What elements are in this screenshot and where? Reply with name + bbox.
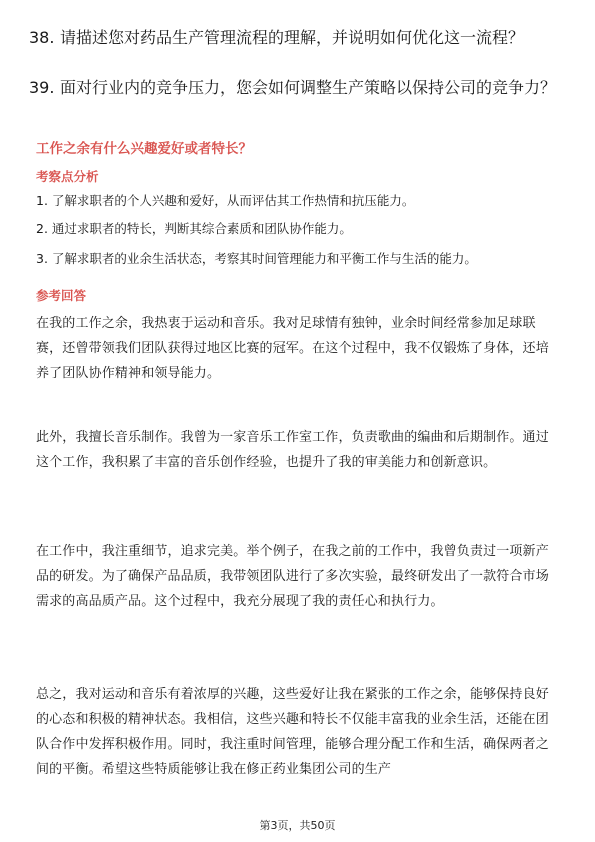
question-number: 39. [29,78,55,97]
answer-paragraph: 在我的工作之余，我热衷于运动和音乐。我对足球情有独钟，业余时间经常参加足球联赛，还曾带领我们团队获得过地区比赛的冠军。在这个过程中，我不仅锻炼了身体，还培养了团队协作精神和领导能力。 [36,316,549,381]
analysis-item: 3. 了解求职者的业余生活状态，考察其时间管理能力和平衡工作与生活的能力。 [36,251,477,266]
analysis-item: 2. 通过求职者的特长，判断其综合素质和团队协作能力。 [36,221,352,236]
question-38 [29,26,565,50]
answer-paragraph: 在工作中，我注重细节，追求完美。举个例子，在我之前的工作中，我曾负责过一项新产品的研发。为了确保产品品质，我带领团队进行了多次实验，最终研发出了一款符合市场需求的高品质产品。这个过程中，我充分展现了我的责任心和执行力。 [36,544,549,609]
answer-paragraph: 总之，我对运动和音乐有着浓厚的兴趣，这些爱好让我在紧张的工作之余，能够保持良好的心态和积极的精神状态。我相信，这些兴趣和特长不仅能丰富我的业余生活，还能在团队合作中发挥积极作用。同时，我注重时间管理，能够合理分配工作和生活，确保两者之间的平衡。希望这些特质能够让我在修正药业集团公司的生产 [36,687,549,777]
question-number: 38. [29,28,55,47]
analysis-title: 考察点分析 [36,169,99,184]
question-text: 请描述您对药品生产管理流程的理解，并说明如何优化这一流程？ [60,28,525,47]
analysis-item: 1. 了解求职者的个人兴趣和爱好，从而评估其工作热情和抗压能力。 [36,193,415,208]
answer-paragraph: 此外，我擅长音乐制作。我曾为一家音乐工作室工作，负责歌曲的编曲和后期制作。通过这个工作，我积累了丰富的音乐创作经验，也提升了我的审美能力和创新意识。 [36,430,549,470]
question-39 [29,76,565,100]
question-text: 面对行业内的竞争压力，您会如何调整生产策略以保持公司的竞争力？ [60,78,557,97]
answer-title: 参考回答 [36,288,87,303]
page-number: 第3页，共50页 [259,819,336,832]
section-title: 工作之余有什么兴趣爱好或者特长？ [36,141,252,157]
